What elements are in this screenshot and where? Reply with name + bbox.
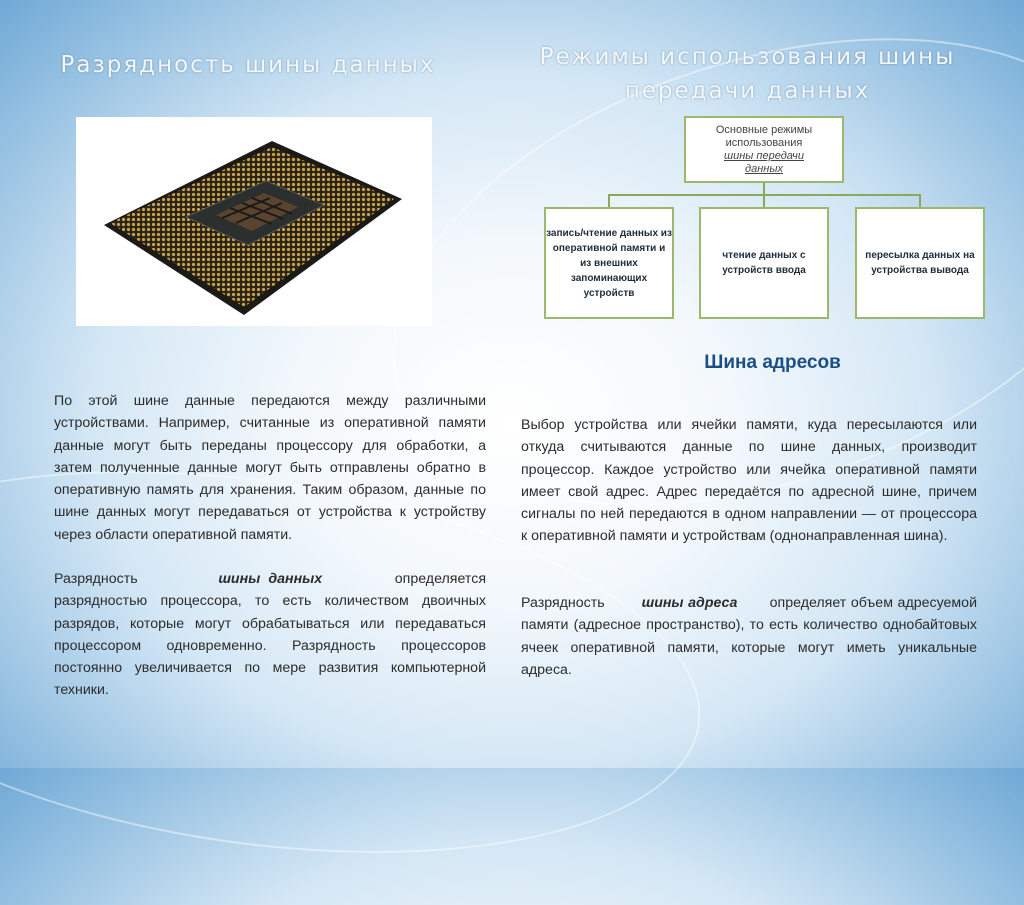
root-link-line1: шины передачи xyxy=(723,149,804,162)
right-para2-emphasis: шины адреса xyxy=(641,595,738,611)
right-title-line1: Режимы использования шины xyxy=(539,44,956,70)
connector-line xyxy=(763,194,765,207)
left-para2-start: Разрядность xyxy=(54,571,138,587)
left-paragraph-2 xyxy=(54,568,486,702)
left-para2-emphasis: шины данных xyxy=(218,571,323,587)
right-para2-start: Разрядность xyxy=(521,595,605,611)
right-title xyxy=(520,40,975,108)
diagram-root-node xyxy=(684,116,844,183)
diagram-node-memory-rw: запись/чтение данных из оперативной памяти и из внешних запоминающих устройств xyxy=(544,207,674,319)
diagram-node-input-read: чтение данных с устройств ввода xyxy=(699,207,829,319)
root-line1: Основные режимы xyxy=(715,123,813,136)
diagram-node-output-send: пересылка данных на устройства вывода xyxy=(855,207,985,319)
left-title: Разрядность шины данных xyxy=(60,52,436,78)
root-line2: использования xyxy=(725,136,803,149)
left-paragraph-1: По этой шине данные передаются между различными устройствами. Например, считанные из оперативной памяти данные могут быть переданы процессору для обработки, а затем полученные данные могут быть отправлены обратно в оперативную память для хранения. Таким образом, данные по шине данных могут передаваться от устройства к устройству через области оперативной памяти. xyxy=(54,393,486,543)
right-para2-rest: определяет объем адресуемой памяти (адресное пространство), то есть количество однобайтовых ячеек оперативной памяти, которые могут иметь уникальные адреса. xyxy=(521,595,977,678)
left-para2-rest: определяется разрядностью процессора, то есть количеством двоичных разрядов, которые могут обрабатываться или передаваться процессором одновременно. Разрядность процессоров постоянно увеличивается по мере развития компьютерной техники. xyxy=(54,571,486,699)
cpu-image xyxy=(76,117,432,326)
right-title-line2: передачи данных xyxy=(624,78,871,104)
address-bus-heading: Шина адресов xyxy=(704,352,841,373)
connector-line xyxy=(608,194,610,207)
connector-line xyxy=(919,194,921,207)
right-paragraph-1: Выбор устройства или ячейки памяти, куда пересылаются или откуда считываются данные по шине данных, производит процессор. Каждое устройство или ячейка оперативной памяти имеет свой адрес. Адрес передаётся по адресной шине, причем сигналы по ней передаются в одном направлении — от процессора к оперативной памяти и устройствам (однонаправленная шина). xyxy=(521,417,977,545)
right-paragraph-2 xyxy=(521,592,977,681)
root-link-line2: данных xyxy=(745,162,783,175)
